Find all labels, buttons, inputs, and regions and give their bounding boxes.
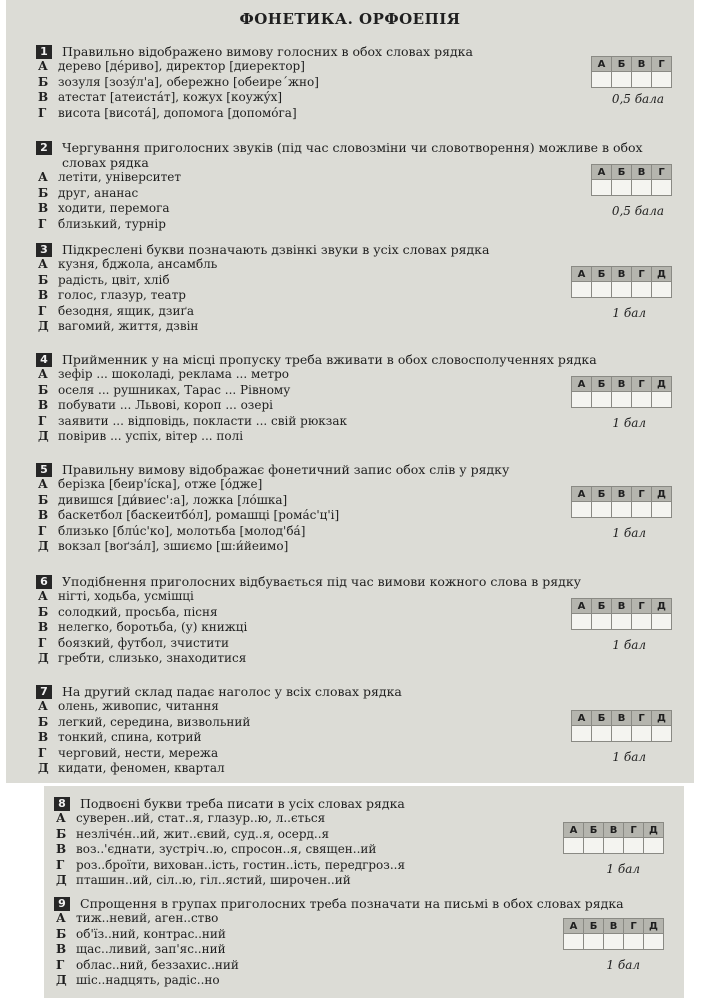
- answer-header: А: [592, 57, 612, 72]
- answer-header: В: [604, 823, 624, 838]
- answer-cell[interactable]: [652, 72, 672, 88]
- answer-header: Г: [624, 823, 644, 838]
- answer-cell[interactable]: [564, 838, 584, 854]
- option-text: атестат [атеистáт], кожух [коужýх]: [58, 90, 283, 105]
- option-text: заявити ... відповідь, покласти ... свій рюкзак: [58, 413, 347, 428]
- answer-grid: [563, 918, 664, 950]
- question-text: На другий склад падає наголос у всіх словах рядка: [62, 684, 402, 699]
- answer-header: Г: [632, 487, 652, 502]
- option-row: [36, 170, 686, 186]
- answer-cell[interactable]: [612, 392, 632, 408]
- answer-cell[interactable]: [612, 502, 632, 518]
- option-row: [36, 539, 686, 555]
- option-row: [36, 304, 686, 320]
- option-text: суверен..ий, стат..я, глазур..ю, л..ється: [76, 811, 326, 825]
- option-letter: В: [38, 288, 49, 303]
- answer-cell[interactable]: [632, 72, 652, 88]
- option-letter: В: [56, 842, 67, 857]
- answer-cell[interactable]: [564, 934, 584, 950]
- option-letter: Г: [38, 745, 47, 760]
- answer-header: Б: [584, 823, 604, 838]
- score-label: 1 бал: [612, 526, 646, 540]
- option-text: нігті, ходьба, усмішці: [58, 589, 194, 603]
- option-letter: Г: [38, 105, 47, 120]
- question-number: 6: [36, 575, 52, 589]
- option-text: зозуля [зозýл'а], обережно [обеиреˊжно]: [58, 74, 319, 89]
- option-letter: Д: [56, 973, 67, 988]
- question-8: [54, 796, 674, 889]
- answer-cell[interactable]: [572, 282, 592, 298]
- option-letter: В: [38, 90, 49, 105]
- answer-cell[interactable]: [612, 180, 632, 196]
- answer-header: А: [592, 165, 612, 180]
- answer-header: Г: [632, 267, 652, 282]
- option-letter: Г: [38, 216, 47, 231]
- question-text: Чергування приголосних звуків (під час словозміни чи словотворення) можливе в обох словах рядка: [62, 140, 643, 170]
- option-text: дерево [дéриво], директор [диеректор]: [58, 59, 305, 73]
- score-label: 1 бал: [612, 750, 646, 764]
- option-letter: В: [38, 508, 49, 523]
- option-letter: Д: [38, 651, 49, 666]
- option-text: ходити, перемога: [58, 201, 170, 216]
- option-text: вагомий, життя, дзвін: [58, 319, 199, 334]
- option-text: легкий, середина, визвольний: [58, 714, 251, 729]
- option-letter: А: [38, 59, 48, 73]
- option-text: нелегко, боротьба, (у) книжці: [58, 620, 248, 635]
- answer-cell[interactable]: [652, 180, 672, 196]
- score-label: 1 бал: [606, 958, 640, 972]
- answer-header: А: [572, 487, 592, 502]
- answer-cell[interactable]: [612, 614, 632, 630]
- answer-header: Д: [652, 267, 672, 282]
- answer-cell[interactable]: [592, 502, 612, 518]
- option-row: [54, 858, 674, 874]
- option-letter: А: [38, 477, 48, 491]
- answer-header: А: [572, 377, 592, 392]
- option-row: [54, 873, 674, 889]
- option-row: [36, 75, 686, 91]
- answer-grid: [563, 822, 664, 854]
- option-row: [54, 958, 674, 974]
- option-letter: А: [56, 811, 66, 825]
- answer-header: В: [612, 487, 632, 502]
- answer-header: Б: [612, 57, 632, 72]
- answer-cell[interactable]: [632, 726, 652, 742]
- answer-cell[interactable]: [632, 180, 652, 196]
- question-number: 5: [36, 463, 52, 477]
- answer-cell[interactable]: [612, 282, 632, 298]
- answer-cell[interactable]: [572, 614, 592, 630]
- answer-cell[interactable]: [612, 726, 632, 742]
- option-text: близько [блúс'ко], молотьба [молод'бá]: [58, 523, 306, 538]
- option-row: [36, 414, 686, 430]
- answer-grid: [571, 710, 672, 742]
- option-letter: Б: [38, 74, 49, 89]
- option-text: об'їз..ний, контрас..ний: [76, 926, 226, 941]
- option-row: [36, 186, 686, 202]
- option-row: [36, 319, 686, 335]
- option-letter: Б: [38, 185, 49, 200]
- answer-header: Г: [632, 599, 652, 614]
- answer-header: А: [564, 919, 584, 934]
- option-letter: А: [56, 911, 66, 925]
- answer-cell[interactable]: [604, 838, 624, 854]
- option-letter: Б: [38, 272, 49, 287]
- option-letter: А: [38, 589, 48, 603]
- option-row: [36, 201, 686, 217]
- answer-header: Б: [592, 377, 612, 392]
- answer-cell[interactable]: [592, 392, 612, 408]
- question-6: [36, 574, 686, 667]
- answer-header: Д: [652, 711, 672, 726]
- question-2: [36, 140, 686, 232]
- answer-cell[interactable]: [572, 502, 592, 518]
- answer-header: Д: [644, 823, 664, 838]
- option-text: побувати ... Львові, короп ... озері: [58, 398, 273, 413]
- answer-header: А: [572, 599, 592, 614]
- option-letter: В: [38, 398, 49, 413]
- question-number: 7: [36, 685, 52, 699]
- answer-header: Б: [592, 487, 612, 502]
- answer-header: Б: [592, 267, 612, 282]
- answer-header: В: [632, 57, 652, 72]
- answer-grid: [591, 56, 672, 88]
- option-text: близький, турнір: [58, 216, 166, 231]
- answer-header: Б: [612, 165, 632, 180]
- option-row: [36, 636, 686, 652]
- test-page-top: [6, 0, 694, 783]
- option-letter: Д: [38, 319, 49, 334]
- option-letter: В: [38, 620, 49, 635]
- option-text: повірив ... успіх, вітер ... полі: [58, 429, 244, 444]
- option-text: облас..ний, беззахис..ний: [76, 957, 239, 972]
- question-text: Подвоєні букви треба писати в усіх словах рядка: [80, 796, 405, 811]
- option-letter: Б: [38, 382, 49, 397]
- option-letter: В: [56, 942, 67, 957]
- answer-cell[interactable]: [584, 934, 604, 950]
- answer-cell[interactable]: [632, 502, 652, 518]
- question-number: 8: [54, 797, 70, 811]
- option-letter: В: [38, 730, 49, 745]
- question-number: 3: [36, 243, 52, 257]
- answer-header: Д: [652, 599, 672, 614]
- question-3: [36, 242, 686, 335]
- question-7: [36, 684, 686, 777]
- option-text: друг, ананас: [58, 185, 139, 200]
- score-label: 1 бал: [612, 416, 646, 430]
- option-text: солодкий, просьба, пісня: [58, 604, 218, 619]
- option-text: шіс..надцять, радіс..но: [76, 973, 220, 988]
- answer-header: В: [612, 599, 632, 614]
- answer-cell[interactable]: [612, 72, 632, 88]
- answer-cell[interactable]: [632, 392, 652, 408]
- option-text: радість, цвіт, хліб: [58, 272, 170, 287]
- option-row: [36, 59, 686, 75]
- question-text: Уподібнення приголосних відбувається під час вимови кожного слова в рядку: [62, 574, 582, 589]
- answer-header: Д: [652, 377, 672, 392]
- answer-cell[interactable]: [644, 934, 664, 950]
- answer-grid: [571, 486, 672, 518]
- answer-cell[interactable]: [652, 614, 672, 630]
- question-1: [36, 44, 686, 121]
- answer-header: Б: [592, 711, 612, 726]
- question-number: 1: [36, 45, 52, 59]
- option-letter: А: [38, 367, 48, 381]
- option-text: зефір ... шоколаді, реклама ... метро: [58, 367, 289, 381]
- option-letter: Д: [56, 873, 67, 888]
- answer-header: А: [564, 823, 584, 838]
- question-text: Прийменник у на місці пропуску треба вживати в обох словосполученнях рядка: [62, 352, 597, 367]
- answer-cell[interactable]: [604, 934, 624, 950]
- page-title: ФОНЕТИКА. ОРФОЕПІЯ: [239, 10, 461, 28]
- question-text: Спрощення в групах приголосних треба позначати на письмі в обох словах рядка: [80, 896, 624, 911]
- option-letter: Б: [56, 826, 67, 841]
- option-text: вокзал [воґзáл], зшиємо [ш:и́йеимо]: [58, 539, 289, 554]
- answer-cell[interactable]: [624, 838, 644, 854]
- answer-grid: [571, 266, 672, 298]
- option-text: черговий, нести, мережа: [58, 745, 219, 760]
- option-letter: Б: [38, 492, 49, 507]
- answer-cell[interactable]: [584, 838, 604, 854]
- test-page-bottom: [44, 786, 684, 998]
- option-row: [36, 524, 686, 540]
- answer-cell[interactable]: [592, 180, 612, 196]
- answer-cell[interactable]: [652, 726, 672, 742]
- question-number: 4: [36, 353, 52, 367]
- answer-header: Б: [584, 919, 604, 934]
- option-row: [36, 761, 686, 777]
- option-letter: Д: [38, 761, 49, 776]
- answer-header: В: [612, 377, 632, 392]
- answer-cell[interactable]: [572, 726, 592, 742]
- option-text: кидати, феномен, квартал: [58, 761, 225, 776]
- question-text: Правильну вимову відображає фонетичний запис обох слів у рядку: [62, 462, 510, 477]
- option-letter: В: [38, 201, 49, 216]
- option-letter: Б: [38, 714, 49, 729]
- option-row: [36, 746, 686, 762]
- option-letter: Г: [56, 857, 65, 872]
- answer-cell[interactable]: [652, 392, 672, 408]
- question-number: 2: [36, 141, 52, 155]
- option-row: [36, 217, 686, 233]
- answer-cell[interactable]: [592, 614, 612, 630]
- answer-header: Д: [644, 919, 664, 934]
- option-letter: Б: [38, 604, 49, 619]
- option-text: берізка [беир'íска], отже [óдже]: [58, 477, 263, 491]
- question-number: 9: [54, 897, 70, 911]
- question-text: Правильно відображено вимову голосних в обох словах рядка: [62, 44, 473, 59]
- option-text: гребти, слизько, знаходитися: [58, 651, 247, 666]
- option-letter: Г: [38, 523, 47, 538]
- option-letter: Г: [38, 413, 47, 428]
- option-text: кузня, бджола, ансамбль: [58, 257, 218, 271]
- answer-header: А: [572, 711, 592, 726]
- option-row: [36, 90, 686, 106]
- answer-grid: [591, 164, 672, 196]
- answer-header: Б: [592, 599, 612, 614]
- answer-header: Д: [652, 487, 672, 502]
- answer-header: В: [632, 165, 652, 180]
- answer-header: В: [612, 711, 632, 726]
- answer-cell[interactable]: [624, 934, 644, 950]
- answer-cell[interactable]: [652, 502, 672, 518]
- option-text: летіти, університет: [58, 170, 181, 184]
- answer-header: Г: [652, 57, 672, 72]
- option-letter: Д: [38, 539, 49, 554]
- option-text: баскетбол [баскеитбóл], ромашці [ромáс'ц'і]: [58, 508, 340, 523]
- option-letter: А: [38, 170, 48, 184]
- answer-grid: [571, 598, 672, 630]
- option-row: [36, 651, 686, 667]
- answer-grid: [571, 376, 672, 408]
- option-row: [36, 429, 686, 445]
- answer-cell[interactable]: [632, 614, 652, 630]
- answer-cell[interactable]: [592, 282, 612, 298]
- answer-header: Г: [624, 919, 644, 934]
- score-label: 1 бал: [612, 638, 646, 652]
- option-letter: Г: [38, 303, 47, 318]
- option-letter: Б: [56, 926, 67, 941]
- question-5: [36, 462, 686, 555]
- answer-header: Г: [632, 711, 652, 726]
- option-text: олень, живопис, читання: [58, 699, 219, 713]
- option-row: [36, 106, 686, 122]
- option-text: безодня, ящик, дзиґа: [58, 303, 194, 318]
- score-label: 0,5 бала: [611, 204, 664, 218]
- question-text: Підкреслені букви позначають дзвінкі звуки в усіх словах рядка: [62, 242, 490, 257]
- question-4: [36, 352, 686, 445]
- option-text: голос, глазур, театр: [58, 288, 186, 303]
- answer-header: В: [604, 919, 624, 934]
- score-label: 1 бал: [612, 306, 646, 320]
- option-text: боязкий, футбол, зчистити: [58, 635, 229, 650]
- option-text: тонкий, спина, котрий: [58, 730, 202, 745]
- option-letter: Г: [38, 635, 47, 650]
- option-text: дивишся [ди́виес':а], ложка [лóшка]: [58, 492, 288, 507]
- answer-header: В: [612, 267, 632, 282]
- answer-cell[interactable]: [644, 838, 664, 854]
- answer-header: Г: [652, 165, 672, 180]
- answer-cell[interactable]: [592, 726, 612, 742]
- question-9: [54, 896, 674, 989]
- answer-cell[interactable]: [592, 72, 612, 88]
- option-letter: Г: [56, 957, 65, 972]
- option-letter: А: [38, 699, 48, 713]
- option-text: воз..'єднати, зустріч..ю, спросон..я, священ..ий: [76, 842, 377, 857]
- option-letter: Д: [38, 429, 49, 444]
- score-label: 0,5 бала: [611, 92, 664, 106]
- option-text: пташин..ий, сіл..ю, гіл..ястий, широчен..ий: [76, 873, 351, 888]
- option-letter: А: [38, 257, 48, 271]
- answer-header: Г: [632, 377, 652, 392]
- option-text: роз..броїти, вихован..ість, гостин..ість, передгроз..я: [76, 857, 406, 872]
- answer-header: А: [572, 267, 592, 282]
- answer-cell[interactable]: [632, 282, 652, 298]
- option-text: тиж..невий, аген..ство: [76, 911, 219, 925]
- answer-cell[interactable]: [652, 282, 672, 298]
- option-text: щас..ливий, зап'яс..ний: [76, 942, 226, 957]
- option-text: оселя ... рушниках, Тарас ... Рівному: [58, 382, 291, 397]
- option-text: незліче́н..ий, жит..євий, суд..я, осерд..я: [76, 826, 330, 841]
- option-row: [54, 973, 674, 989]
- option-text: висота [висотá], допомога [допомóга]: [58, 105, 297, 120]
- score-label: 1 бал: [606, 862, 640, 876]
- answer-cell[interactable]: [572, 392, 592, 408]
